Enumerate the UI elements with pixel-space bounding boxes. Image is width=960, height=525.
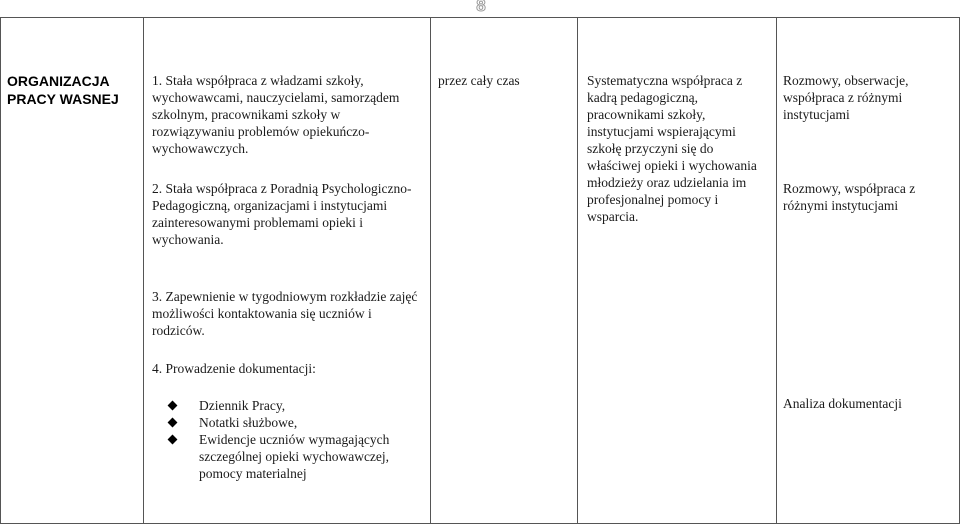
documents-list-container <box>199 397 424 482</box>
document-item <box>199 414 424 431</box>
term-text: przez cały czas <box>438 73 520 88</box>
diamond-bullet-icon <box>168 435 178 445</box>
expected-results-text: Systematyczna współpraca z kadrą pedagogiczną, pracownikami szkoły, instytucjami wspierającymi szkołę przyczyni się do właściwej opieki i wychowania młodzieży oraz udzielania im profesjonalnej pomocy i wsparcia. <box>587 73 757 224</box>
column-divider <box>143 17 144 524</box>
document-item <box>199 431 424 482</box>
section-heading: ORGANIZACJA PRACY WASNEJ <box>7 73 119 107</box>
task-item-3: 3. Zapewnienie w tygodniowym rozkładzie zajęć możliwości kontaktowania się uczniów i rodziców. <box>152 289 418 338</box>
column-divider <box>776 17 777 524</box>
column-divider <box>430 17 431 524</box>
documents-list <box>199 397 424 482</box>
column-divider <box>577 17 578 524</box>
document-item <box>199 397 424 414</box>
task-item-1: 1. Stała współpraca z władzami szkoły, wychowawcami, nauczycielami, samorządem szkolnym, pracownikami szkoły w rozwiązywaniu problemów opiekuńczo-wychowawczych. <box>152 73 400 156</box>
task-item-4: 4. Prowadzenie dokumentacji: <box>152 361 316 376</box>
method-text-2: Rozmowy, współpraca z różnymi instytucjami <box>783 181 916 213</box>
method-text-1: Rozmowy, obserwacje, współpraca z różnymi instytucjami <box>783 73 909 122</box>
table-bottom-border <box>0 523 960 524</box>
diamond-bullet-icon <box>168 401 178 411</box>
document-label: Notatki służbowe, <box>199 415 298 430</box>
document-label: Dziennik Pracy, <box>199 398 286 413</box>
page-number: 8 <box>476 0 486 15</box>
table-top-border <box>0 17 960 18</box>
method-text-3: Analiza dokumentacji <box>783 396 902 411</box>
column-divider <box>0 17 1 524</box>
document-label: Ewidencje uczniów wymagających szczególnej opieki wychowawczej, pomocy materialnej <box>199 432 390 481</box>
task-item-2: 2. Stała współpraca z Poradnią Psychologiczno-Pedagogiczną, organizacjami i instytucjami zainteresowanymi problemami opieki i wychowania. <box>152 181 412 247</box>
diamond-bullet-icon <box>168 418 178 428</box>
